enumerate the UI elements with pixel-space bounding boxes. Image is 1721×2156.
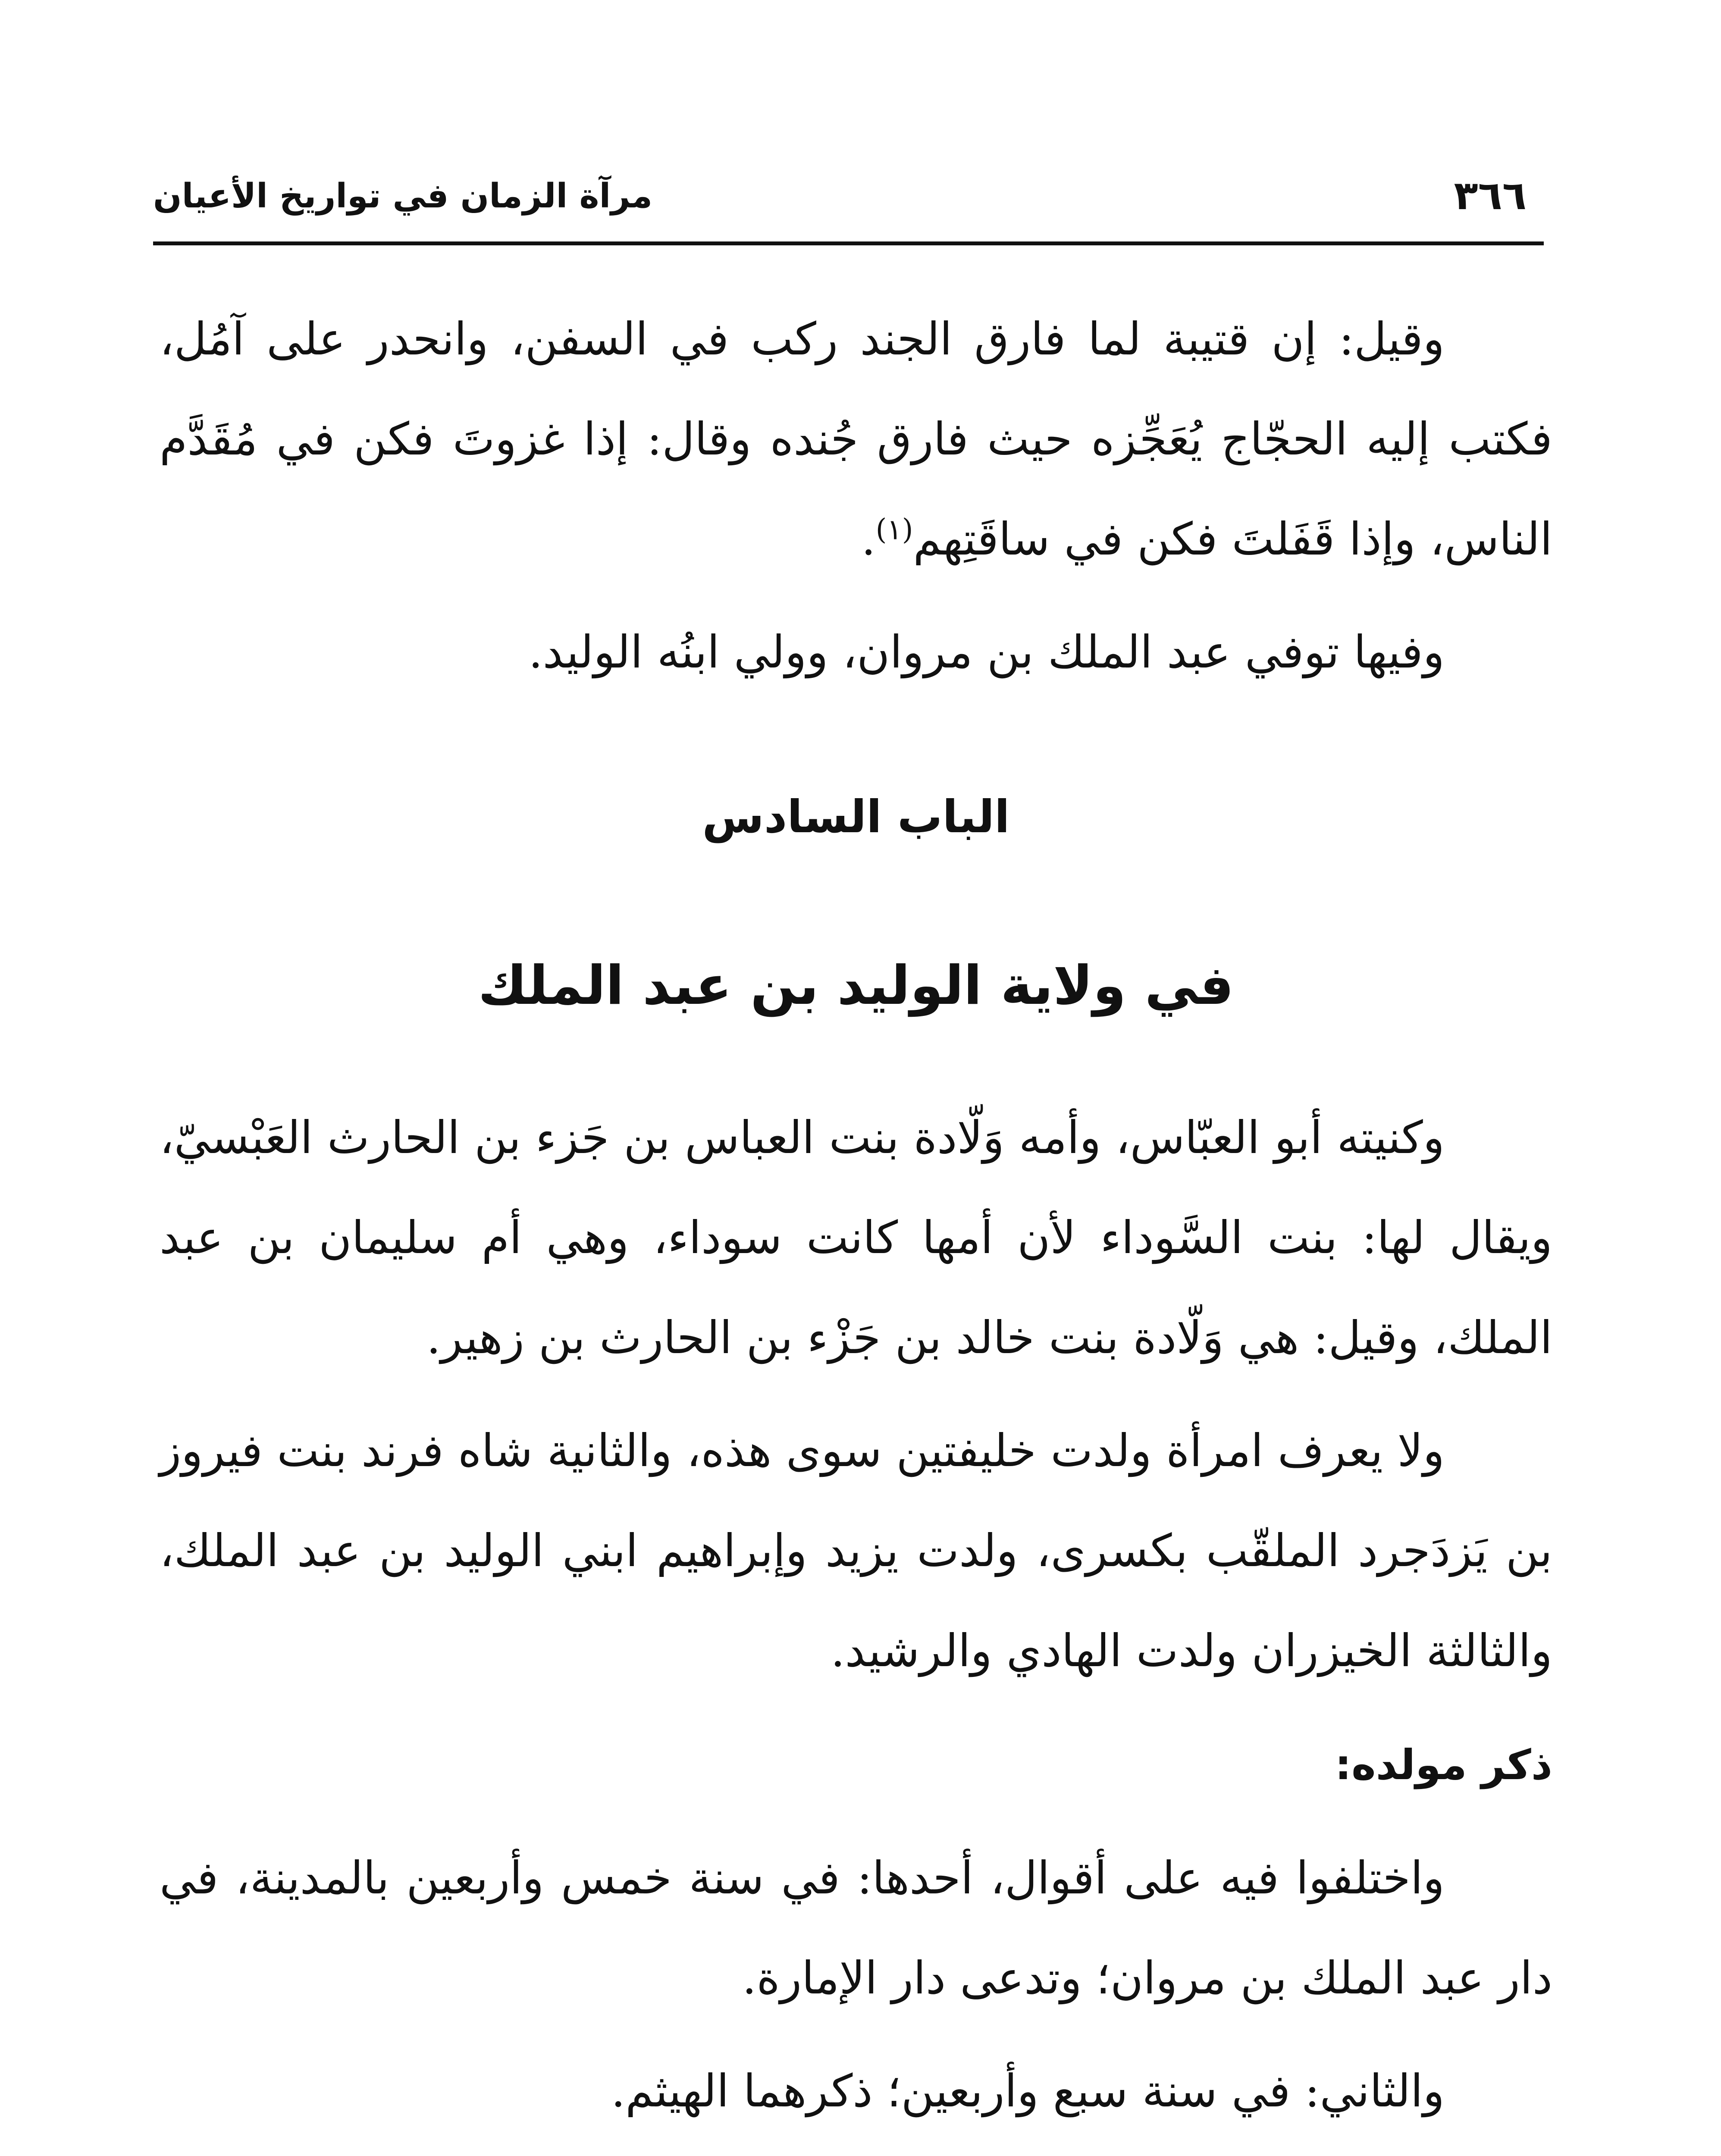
- paragraph-two-caliphs: ولا يعرف امرأة ولدت خليفتين سوى هذه، والثانية شاه فرند بنت فيروز بن يَزدَجرد الملقّب بكسرى، ولدت يزيد وإبراهيم ابني الوليد بن عبد الملك، والثالثة الخيزران ولدت الهادي والرشيد.: [160, 1424, 1552, 1677]
- section-heading-birth: [160, 1714, 1552, 1815]
- paragraph-qutayba: [160, 289, 1552, 589]
- paragraph-end: .: [861, 513, 876, 565]
- paragraph-birth-first: واختلفوا فيه على أقوال، أحدها: في سنة خمس وأربعين بالمدينة، في دار عبد الملك بن مروان؛ وتدعى دار الإمارة.: [160, 1852, 1552, 2004]
- page-number: ٣٦٦: [1454, 172, 1527, 219]
- footnote-ref-1: (١): [875, 513, 913, 546]
- running-header: [153, 168, 1544, 241]
- subheading-birth: ذكر مولده:: [1335, 1741, 1552, 1789]
- running-title: مرآة الزمان في تواريخ الأعيان: [153, 177, 653, 216]
- paragraph-death-abdulmalik: وفيها توفي عبد الملك بن مروان، وولي ابنُه الوليد.: [528, 626, 1445, 678]
- chapter-title: في ولاية الوليد بن عبد الملك: [478, 955, 1234, 1017]
- header-rule: [153, 241, 1544, 245]
- main-text: [160, 289, 1552, 2156]
- paragraph-birth-third: [160, 2154, 1552, 2156]
- paragraph-birth-second: والثاني: في سنة سبع وأربعين؛ ذكرهما الهيثم.: [611, 2065, 1445, 2117]
- paragraph-kunya: وكنيته أبو العبّاس، وأمه وَلّادة بنت العباس بن جَزء بن الحارث العَبْسيّ، ويقال لها: بنت السَّوداء لأن أمها كانت سوداء، وهي أم سليمان بن عبد الملك، وقيل: هي وَلّادة بنت خالد بن جَزْء بن الحارث بن زهير.: [160, 1111, 1552, 1364]
- paragraph-text: وقيل: إن قتيبة لما فارق الجند ركب في السفن، وانحدر على آمُل، فكتب إليه الحجّاج يُعَجِّزه حيث فارق جُنده وقال: إذا غزوتَ فكن في مُقَدَّم الناس، وإذا قَفَلتَ فكن في ساقَتِهم: [160, 313, 1552, 565]
- chapter-number: الباب السادس: [702, 790, 1010, 843]
